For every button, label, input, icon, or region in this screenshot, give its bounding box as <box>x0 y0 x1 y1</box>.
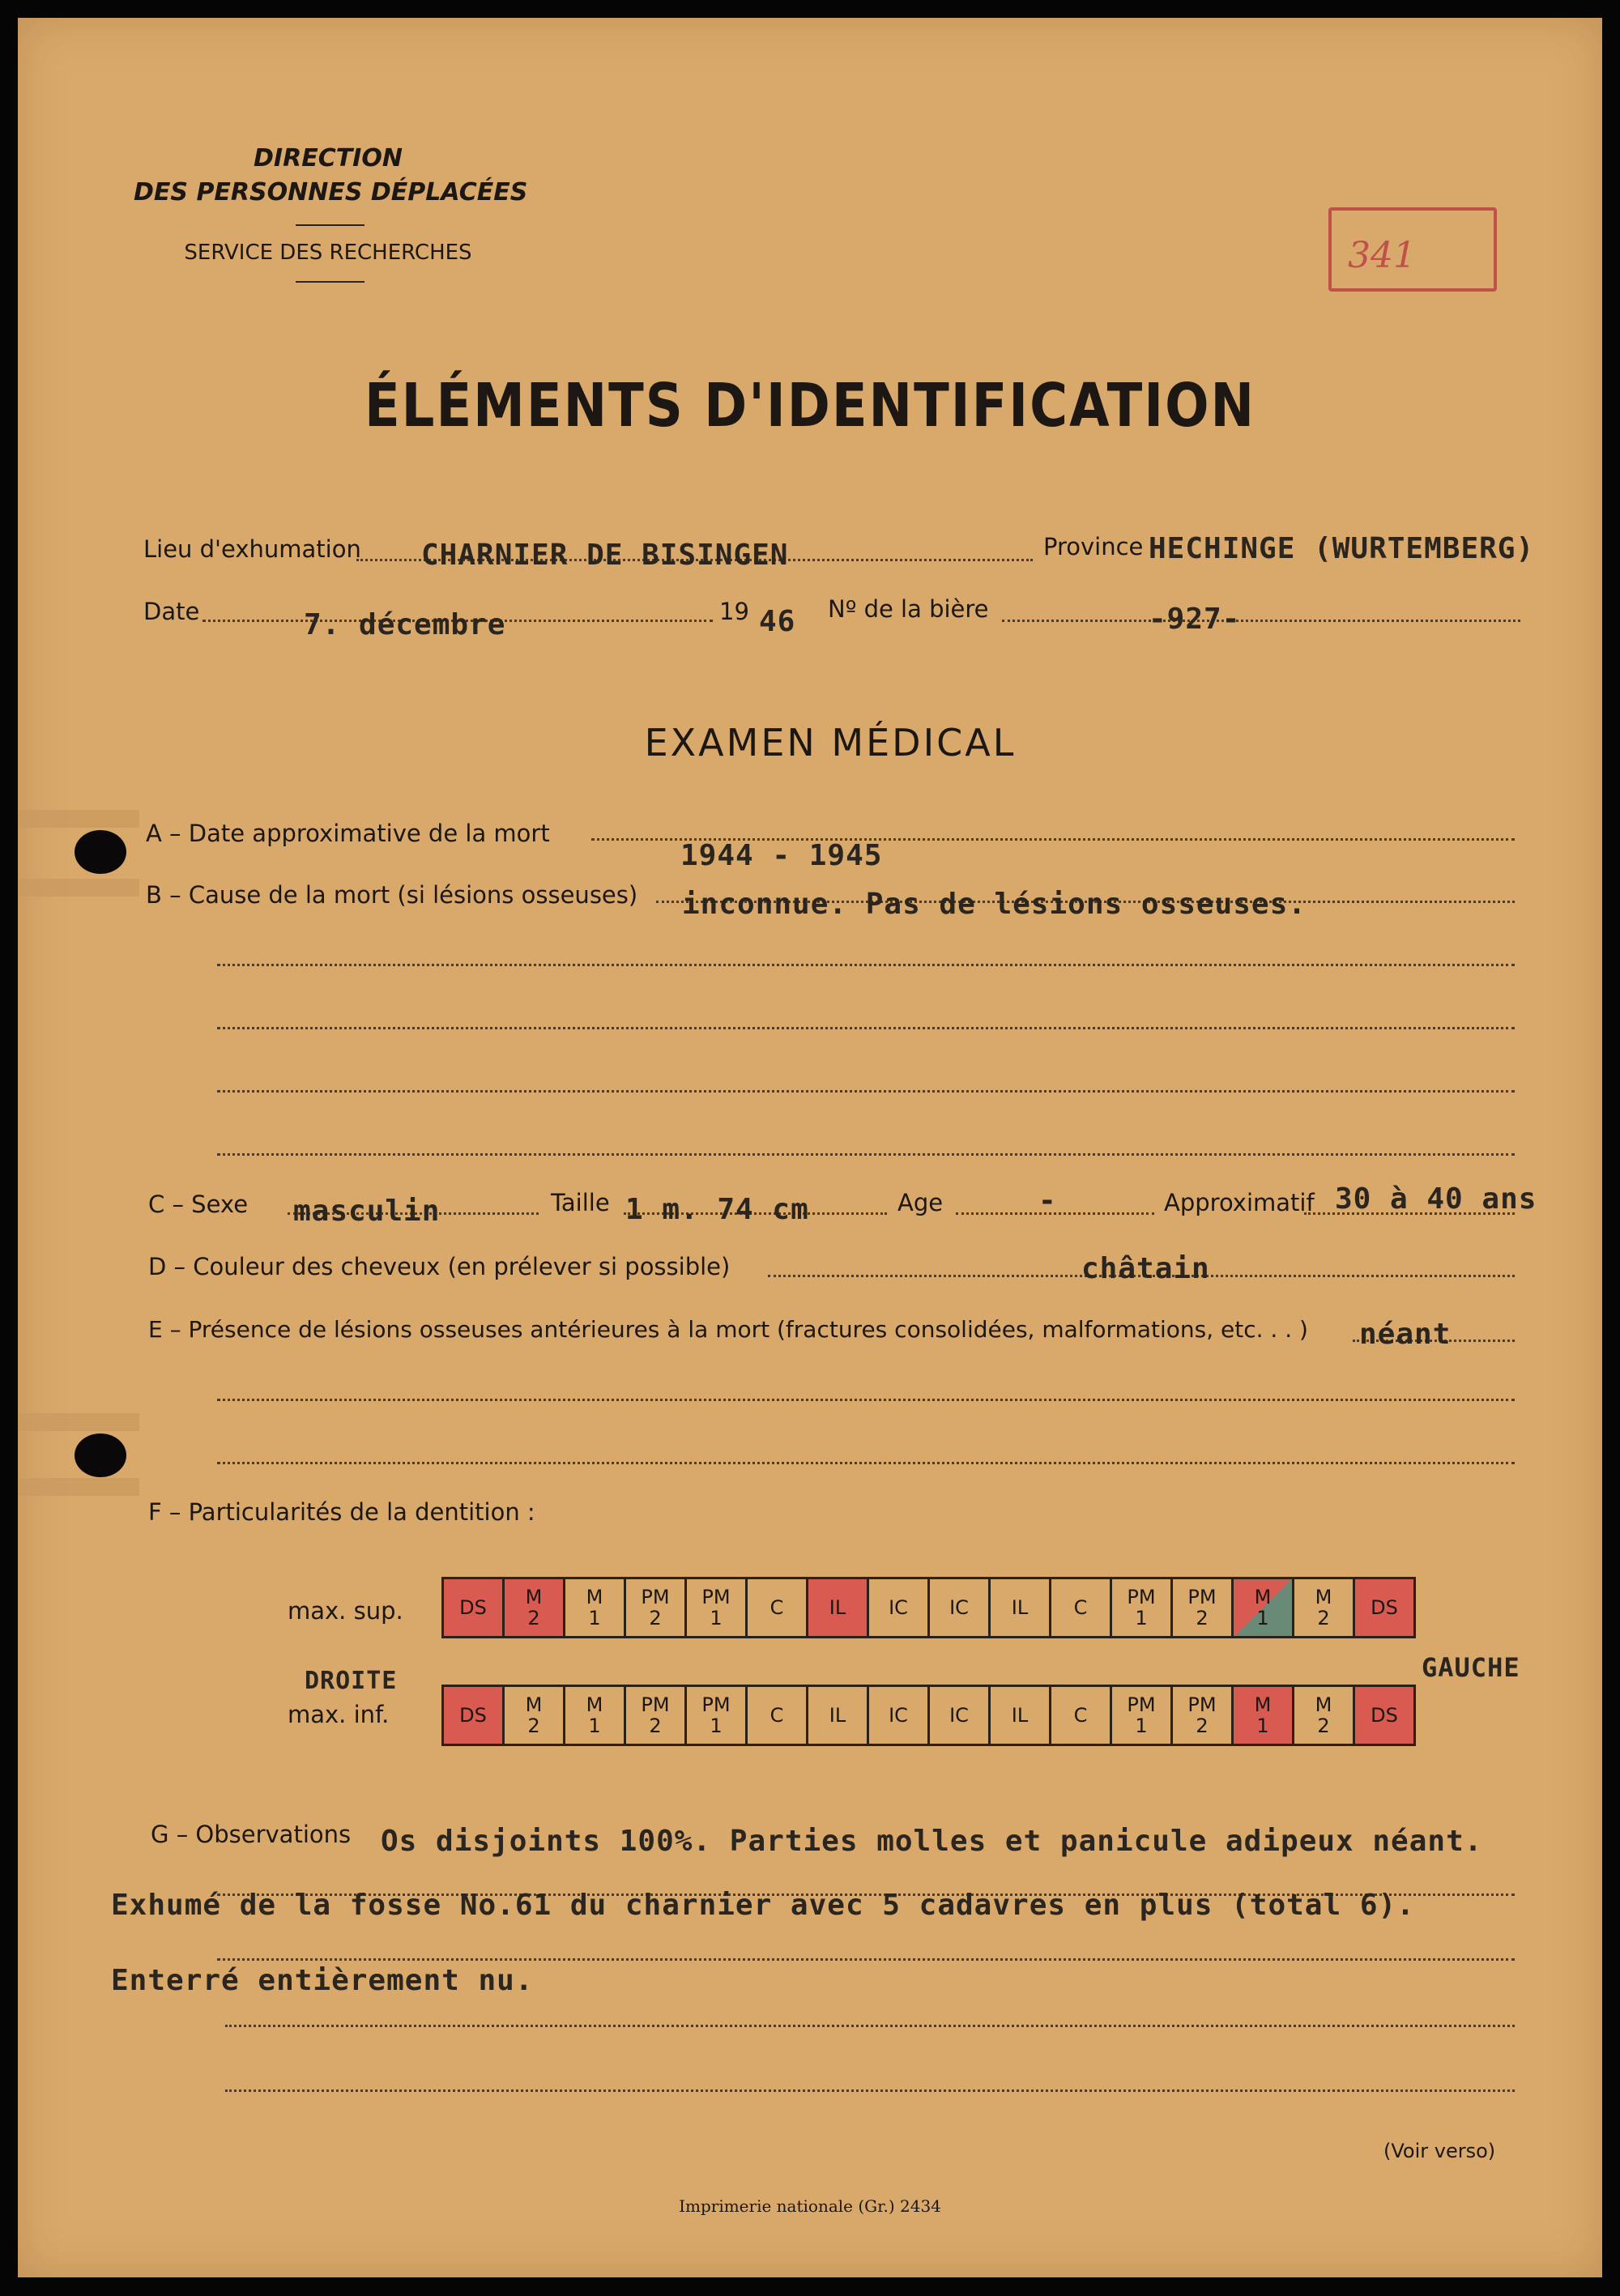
section-e-label: E – Présence de lésions osseuses antérieures à la mort (fractures consolidées, malformations, etc. . . ) <box>148 1316 1308 1343</box>
tooth-cell <box>1233 1686 1294 1745</box>
blank-line <box>217 1399 1515 1401</box>
biere-value: -927- <box>1149 603 1241 636</box>
header-personnes-deplacees: DES PERSONNES DÉPLACÉES <box>134 178 528 207</box>
tooth-type: PM <box>701 1586 731 1608</box>
province-value: HECHINGE (WURTEMBERG) <box>1149 532 1535 565</box>
approx-label: Approximatif <box>1164 1189 1315 1216</box>
tooth-number: 1 <box>1135 1715 1148 1737</box>
section-f-label: F – Particularités de la dentition : <box>148 1498 535 1526</box>
tooth-cell <box>747 1578 808 1638</box>
tooth-cell <box>686 1686 747 1745</box>
section-b-label: B – Cause de la mort (si lésions osseuses) <box>146 881 638 909</box>
tooth-cell <box>1111 1686 1172 1745</box>
section-b-value: inconnue. Pas de lésions osseuses. <box>682 888 1307 921</box>
biere-label: Nº de la bière <box>828 595 989 623</box>
tooth-type: DS <box>459 1704 487 1727</box>
tooth-type: PM <box>641 1586 670 1608</box>
tooth-type: M <box>1315 1586 1332 1608</box>
tooth-type: M <box>525 1586 543 1608</box>
tooth-cell <box>868 1578 929 1638</box>
tooth-number: 2 <box>527 1715 540 1737</box>
tooth-cell <box>625 1686 686 1745</box>
tooth-cell <box>686 1578 747 1638</box>
tooth-type: M <box>586 1586 603 1608</box>
hole-band <box>18 1478 139 1496</box>
tooth-cell <box>504 1686 565 1745</box>
date-value: 7. décembre <box>304 608 506 641</box>
tooth-cell <box>868 1686 929 1745</box>
tooth-cell <box>808 1578 868 1638</box>
tooth-type: C <box>1073 1596 1088 1619</box>
tooth-cell <box>443 1578 504 1638</box>
header-rule <box>296 281 364 283</box>
tooth-type: IL <box>829 1704 846 1727</box>
imprimerie-footer: Imprimerie nationale (Gr.) 2434 <box>679 2196 941 2216</box>
section-c-label: C – Sexe <box>148 1191 249 1218</box>
tooth-number: 2 <box>1196 1715 1209 1737</box>
tooth-type: PM <box>1127 1693 1156 1716</box>
tooth-number: 2 <box>1317 1607 1330 1629</box>
exam-title: EXAMEN MÉDICAL <box>644 721 1017 765</box>
tooth-type: M <box>586 1693 603 1716</box>
voir-verso: (Voir verso) <box>1383 2140 1496 2162</box>
tooth-cell <box>1111 1578 1172 1638</box>
tooth-cell <box>443 1686 504 1745</box>
tooth-cell <box>1051 1578 1111 1638</box>
year-prefix: 19 <box>719 598 749 625</box>
tooth-type: C <box>770 1596 784 1619</box>
tooth-number: 2 <box>1317 1715 1330 1737</box>
blank-line <box>217 1027 1515 1029</box>
tooth-number: 2 <box>1196 1607 1209 1629</box>
tooth-number: 1 <box>1256 1715 1269 1737</box>
year-value: 46 <box>759 605 796 638</box>
tooth-type: IC <box>949 1704 969 1727</box>
tooth-type: DS <box>459 1596 487 1619</box>
tooth-number: 1 <box>1135 1607 1148 1629</box>
upper-teeth-chart <box>441 1577 1416 1638</box>
tooth-type: IL <box>1011 1704 1029 1727</box>
punch-hole <box>75 1433 126 1477</box>
tooth-cell <box>1294 1578 1354 1638</box>
header-service: SERVICE DES RECHERCHES <box>184 241 472 265</box>
tooth-type: C <box>770 1704 784 1727</box>
tooth-type: M <box>1315 1693 1332 1716</box>
tooth-type: IC <box>889 1596 908 1619</box>
blank-line <box>217 1462 1515 1464</box>
taille-label: Taille <box>551 1189 610 1216</box>
tooth-cell <box>808 1686 868 1745</box>
observations-rule <box>217 1958 1515 1961</box>
sexe-value: masculin <box>293 1195 441 1228</box>
tooth-number: 2 <box>649 1715 662 1737</box>
tooth-number: 2 <box>649 1607 662 1629</box>
document-page <box>18 18 1602 2277</box>
tooth-type: IL <box>1011 1596 1029 1619</box>
blank-line <box>225 2025 1515 2027</box>
tooth-cell <box>1051 1686 1111 1745</box>
section-d-label: D – Couleur des cheveux (en prélever si possible) <box>148 1253 731 1280</box>
section-a-label: A – Date approximative de la mort <box>146 820 550 847</box>
lieu-label: Lieu d'exhumation <box>143 535 361 563</box>
tooth-number: 2 <box>527 1607 540 1629</box>
tooth-cell <box>565 1578 625 1638</box>
archive-stamp <box>1328 207 1497 292</box>
hole-band <box>18 810 139 828</box>
age-value: - <box>1038 1184 1057 1217</box>
tooth-cell <box>929 1686 990 1745</box>
biere-line <box>1002 620 1520 622</box>
tooth-type: DS <box>1371 1596 1398 1619</box>
tooth-type: PM <box>701 1693 731 1716</box>
blank-line <box>217 1153 1515 1156</box>
tooth-type: M <box>1254 1693 1272 1716</box>
tooth-type: M <box>525 1693 543 1716</box>
tooth-cell <box>504 1578 565 1638</box>
tooth-type: DS <box>1371 1704 1398 1727</box>
header-direction: DIRECTION <box>254 144 403 173</box>
lower-teeth-chart <box>441 1685 1416 1746</box>
blank-line <box>217 964 1515 966</box>
tooth-cell <box>990 1578 1051 1638</box>
observations-line-3: Enterré entièrement nu. <box>111 1964 534 1997</box>
observations-line-1: Os disjoints 100%. Parties molles et panicule adipeux néant. <box>381 1825 1483 1858</box>
approx-value: 30 à 40 ans <box>1335 1182 1537 1216</box>
date-label: Date <box>143 598 200 625</box>
tooth-number: 1 <box>710 1607 723 1629</box>
header-rule <box>296 224 364 226</box>
age-label: Age <box>897 1189 944 1216</box>
lieu-value: CHARNIER DE BISINGEN <box>421 539 789 572</box>
tooth-type: PM <box>1187 1586 1217 1608</box>
section-g-label: G – Observations <box>151 1821 352 1848</box>
section-a-value: 1944 - 1945 <box>680 839 883 872</box>
tooth-cell <box>1172 1578 1233 1638</box>
hole-band <box>18 1413 139 1431</box>
tooth-type: PM <box>641 1693 670 1716</box>
section-e-value: néant <box>1359 1318 1452 1351</box>
stamp-number: 341 <box>1348 235 1416 276</box>
tooth-type: C <box>1073 1704 1088 1727</box>
tooth-number: 1 <box>588 1607 601 1629</box>
tooth-number: 1 <box>588 1715 601 1737</box>
tooth-cell <box>929 1578 990 1638</box>
tooth-cell <box>1172 1686 1233 1745</box>
punch-hole <box>75 830 126 874</box>
observations-line-2: Exhumé de la fosse No.61 du charnier avec 5 cadavres en plus (total 6). <box>111 1889 1415 1922</box>
tooth-cell <box>990 1686 1051 1745</box>
hole-band <box>18 879 139 897</box>
tooth-cell <box>625 1578 686 1638</box>
tooth-cell <box>565 1686 625 1745</box>
blank-line <box>225 2089 1515 2092</box>
province-label: Province <box>1043 533 1144 560</box>
page-title: ÉLÉMENTS D'IDENTIFICATION <box>364 372 1256 441</box>
section-d-value: châtain <box>1081 1252 1210 1285</box>
tooth-type: M <box>1254 1586 1272 1608</box>
tooth-type: IC <box>889 1704 908 1727</box>
tooth-cell <box>747 1686 808 1745</box>
tooth-type: IL <box>829 1596 846 1619</box>
tooth-type: PM <box>1187 1693 1217 1716</box>
blank-line <box>217 1090 1515 1093</box>
taille-value: 1 m. 74 cm <box>625 1193 809 1226</box>
tooth-type: IC <box>949 1596 969 1619</box>
tooth-number: 1 <box>710 1715 723 1737</box>
tooth-cell <box>1233 1578 1294 1638</box>
tooth-cell <box>1354 1578 1415 1638</box>
tooth-cell <box>1294 1686 1354 1745</box>
max-inf-label: max. inf. <box>288 1701 390 1728</box>
tooth-type: PM <box>1127 1586 1156 1608</box>
gauche-label: GAUCHE <box>1422 1652 1520 1683</box>
droite-label: DROITE <box>305 1667 398 1695</box>
max-sup-label: max. sup. <box>288 1597 403 1625</box>
tooth-number: 1 <box>1256 1607 1269 1629</box>
tooth-cell <box>1354 1686 1415 1745</box>
